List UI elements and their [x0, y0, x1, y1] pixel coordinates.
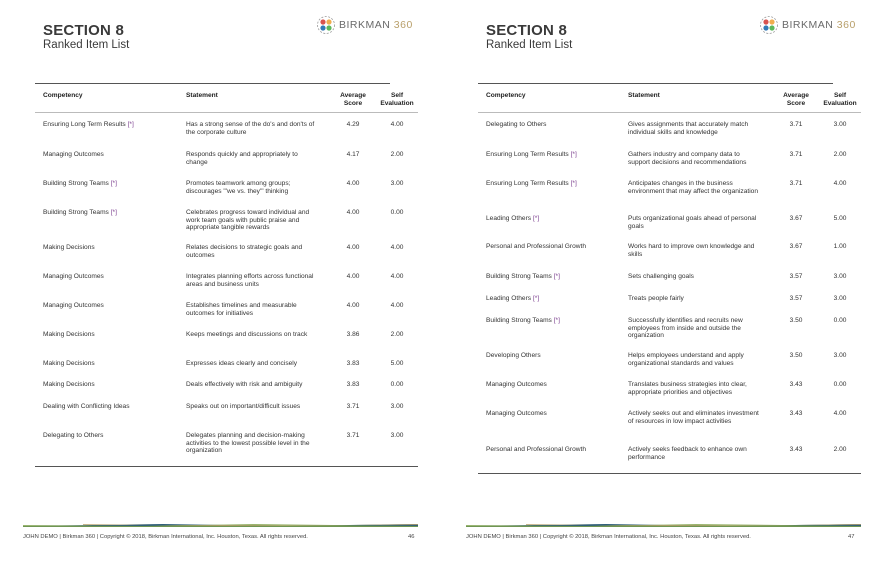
footer-copyright: JOHN DEMO | Birkman 360 | Copyright © 2018, Birkman International, Inc. Houston, Texas. All rights reserved.: [466, 534, 751, 540]
section-subtitle: Ranked Item List: [43, 39, 130, 51]
header-self-evaluation: Self Evaluation: [823, 92, 857, 107]
table-row: [442, 121, 880, 151]
competency-cell: Making Decisions: [43, 381, 95, 388]
table-row: [442, 215, 880, 245]
average-score-cell: 3.71: [789, 180, 803, 187]
table-row: [442, 151, 880, 181]
table-row: [0, 209, 440, 239]
average-score-cell: 4.00: [346, 209, 360, 216]
competency-cell: Ensuring Long Term Results [*]: [43, 121, 134, 128]
competency-cell: Managing Outcomes: [486, 381, 547, 388]
average-score-cell: 4.29: [346, 121, 360, 128]
section-subtitle: Ranked Item List: [486, 39, 573, 51]
self-evaluation-cell: 3.00: [833, 121, 847, 128]
marker: [*]: [110, 209, 117, 216]
self-evaluation-cell: 5.00: [833, 215, 847, 222]
table-row: [0, 331, 440, 361]
self-evaluation-cell: 5.00: [390, 360, 404, 367]
competency-cell: Developing Others: [486, 352, 541, 359]
section-title: SECTION 8: [486, 22, 567, 39]
table-row: [442, 381, 880, 411]
self-evaluation-cell: 2.00: [390, 331, 404, 338]
competency-cell: Leading Others [*]: [486, 215, 540, 222]
statement-cell: Relates decisions to strategic goals and outcomes: [186, 244, 303, 259]
average-score-cell: 3.83: [346, 381, 360, 388]
statement-cell: Speaks out on important/difficult issues: [186, 403, 301, 410]
statement-cell: Gathers industry and company data to support decisions and recommendations: [628, 151, 747, 166]
average-score-cell: 4.00: [346, 180, 360, 187]
average-score-cell: 3.43: [789, 381, 803, 388]
self-evaluation-cell: 4.00: [390, 302, 404, 309]
statement-cell: Expresses ideas clearly and concisely: [186, 360, 298, 367]
table-row: [442, 352, 880, 382]
marker: [*]: [570, 151, 577, 158]
average-score-cell: 4.00: [346, 302, 360, 309]
statement-cell: Sets challenging goals: [628, 273, 694, 280]
footer-copyright: JOHN DEMO | Birkman 360 | Copyright © 2018, Birkman International, Inc. Houston, Texas. All rights reserved.: [23, 534, 308, 540]
statement-cell: Keeps meetings and discussions on track: [186, 331, 308, 338]
statement-cell: Integrates planning efforts across functional areas and business units: [186, 273, 314, 288]
average-score-cell: 3.67: [789, 215, 803, 222]
table-bottom-rule: [35, 466, 418, 467]
statement-cell: Successfully identifies and recruits new employees from inside and outside the organization: [628, 317, 743, 340]
header-average-score: Average Score: [340, 92, 366, 107]
statement-cell: Has a strong sense of the do's and don'ts of the corporate culture: [186, 121, 315, 136]
statement-cell: Actively seeks out and eliminates investment of resources in low impact activities: [628, 410, 759, 425]
marker: [*]: [110, 180, 117, 187]
competency-cell: Managing Outcomes: [43, 273, 104, 280]
statement-cell: Deals effectively with risk and ambiguity: [186, 381, 303, 388]
average-score-cell: 3.57: [789, 295, 803, 302]
birkman-logo: [759, 15, 856, 35]
statement-cell: Celebrates progress toward individual and work team goals with public praise and appropriate tangible rewards: [186, 209, 310, 232]
header-competency: Competency: [43, 92, 83, 99]
self-evaluation-cell: 0.00: [833, 381, 847, 388]
section-title: SECTION 8: [43, 22, 124, 39]
table-row: [442, 180, 880, 210]
competency-cell: Making Decisions: [43, 331, 95, 338]
table-header-rule: [35, 112, 418, 113]
competency-cell: Making Decisions: [43, 360, 95, 367]
marker: [*]: [553, 317, 560, 324]
self-evaluation-cell: 2.00: [833, 446, 847, 453]
average-score-cell: 3.43: [789, 446, 803, 453]
marker: [*]: [127, 121, 134, 128]
average-score-cell: 3.83: [346, 360, 360, 367]
table-row: [442, 410, 880, 440]
table-row: [0, 273, 440, 303]
page-number: 47: [848, 534, 855, 540]
marker: [*]: [553, 273, 560, 280]
logo-brand-text: BIRKMAN: [339, 19, 391, 31]
marker: [*]: [532, 295, 540, 302]
average-score-cell: 3.67: [789, 243, 803, 250]
statement-cell: Works hard to improve own knowledge and skills: [628, 243, 755, 258]
competency-cell: Making Decisions: [43, 244, 95, 251]
average-score-cell: 3.57: [789, 273, 803, 280]
competency-cell: Managing Outcomes: [43, 302, 104, 309]
competency-cell: Managing Outcomes: [486, 410, 547, 417]
competency-cell: Delegating to Others: [43, 432, 104, 439]
average-score-cell: 3.71: [346, 432, 360, 439]
statement-cell: Helps employees understand and apply organizational standards and values: [628, 352, 744, 367]
self-evaluation-cell: 0.00: [833, 317, 847, 324]
logo-number-text: 360: [836, 19, 856, 31]
average-score-cell: 4.17: [346, 151, 360, 158]
average-score-cell: 3.71: [789, 121, 803, 128]
table-row: [0, 302, 440, 332]
table-row: [0, 151, 440, 181]
table-row: [442, 243, 880, 273]
average-score-cell: 3.50: [789, 317, 803, 324]
table-row: [0, 432, 440, 462]
logo-number-text: 360: [393, 19, 413, 31]
competency-cell: Managing Outcomes: [43, 151, 104, 158]
table-row: [0, 244, 440, 274]
logo-brand-text: BIRKMAN: [782, 19, 834, 31]
statement-cell: Responds quickly and appropriately to change: [186, 151, 298, 166]
statement-cell: Treats people fairly: [628, 295, 684, 302]
footer-color-bar: [23, 523, 418, 527]
statement-cell: Delegates planning and decision-making activities to the lowest possible level in the organization: [186, 432, 310, 455]
average-score-cell: 3.50: [789, 352, 803, 359]
table-top-rule: [478, 83, 833, 84]
statement-cell: Puts organizational goals ahead of personal goals: [628, 215, 757, 230]
self-evaluation-cell: 0.00: [390, 209, 404, 216]
table-row: [0, 121, 440, 151]
header-statement: Statement: [628, 92, 660, 99]
competency-cell: Building Strong Teams [*]: [486, 317, 560, 324]
statement-cell: Establishes timelines and measurable outcomes for initiatives: [186, 302, 297, 317]
statement-cell: Gives assignments that accurately match individual skills and knowledge: [628, 121, 749, 136]
average-score-cell: 4.00: [346, 244, 360, 251]
competency-cell: Building Strong Teams [*]: [43, 209, 117, 216]
birkman-logo-icon: [316, 15, 336, 35]
self-evaluation-cell: 3.00: [390, 432, 404, 439]
self-evaluation-cell: 3.00: [833, 295, 847, 302]
average-score-cell: 3.71: [789, 151, 803, 158]
self-evaluation-cell: 4.00: [833, 180, 847, 187]
competency-cell: Building Strong Teams [*]: [486, 273, 560, 280]
competency-cell: Dealing with Conflicting Ideas: [43, 403, 130, 410]
competency-cell: Building Strong Teams [*]: [43, 180, 117, 187]
statement-cell: Translates business strategies into clear, appropriate priorities and objectives: [628, 381, 747, 396]
competency-cell: Delegating to Others: [486, 121, 547, 128]
footer-color-bar: [466, 523, 861, 527]
report-page-47: [442, 0, 880, 565]
competency-cell: Leading Others [*]: [486, 295, 540, 302]
marker: [*]: [532, 215, 540, 222]
marker: [*]: [570, 180, 577, 187]
table-row: [0, 180, 440, 210]
self-evaluation-cell: 2.00: [390, 151, 404, 158]
competency-cell: Personal and Professional Growth: [486, 243, 587, 250]
self-evaluation-cell: 3.00: [833, 273, 847, 280]
average-score-cell: 3.71: [346, 403, 360, 410]
header-competency: Competency: [486, 92, 526, 99]
self-evaluation-cell: 4.00: [390, 244, 404, 251]
page-number: 46: [408, 534, 415, 540]
birkman-logo: [316, 15, 413, 35]
table-header-rule: [478, 112, 861, 113]
statement-cell: Promotes teamwork among groups; discourages "'we vs. they'" thinking: [186, 180, 291, 195]
table-row: [0, 403, 440, 433]
table-row: [442, 446, 880, 476]
self-evaluation-cell: 1.00: [833, 243, 847, 250]
self-evaluation-cell: 3.00: [390, 180, 404, 187]
self-evaluation-cell: 2.00: [833, 151, 847, 158]
self-evaluation-cell: 4.00: [390, 121, 404, 128]
header-average-score: Average Score: [783, 92, 809, 107]
self-evaluation-cell: 3.00: [390, 403, 404, 410]
self-evaluation-cell: 0.00: [390, 381, 404, 388]
competency-cell: Personal and Professional Growth: [486, 446, 587, 453]
competency-cell: Ensuring Long Term Results [*]: [486, 151, 577, 158]
average-score-cell: 4.00: [346, 273, 360, 280]
table-top-rule: [35, 83, 390, 84]
birkman-logo-icon: [759, 15, 779, 35]
self-evaluation-cell: 3.00: [833, 352, 847, 359]
header-self-evaluation: Self Evaluation: [380, 92, 414, 107]
average-score-cell: 3.43: [789, 410, 803, 417]
header-statement: Statement: [186, 92, 218, 99]
statement-cell: Actively seeks feedback to enhance own performance: [628, 446, 747, 461]
average-score-cell: 3.86: [346, 331, 360, 338]
table-bottom-rule: [478, 473, 861, 474]
self-evaluation-cell: 4.00: [390, 273, 404, 280]
self-evaluation-cell: 4.00: [833, 410, 847, 417]
table-row: [442, 317, 880, 347]
competency-cell: Ensuring Long Term Results [*]: [486, 180, 577, 187]
statement-cell: Anticipates changes in the business environment that may affect the organization: [628, 180, 758, 195]
